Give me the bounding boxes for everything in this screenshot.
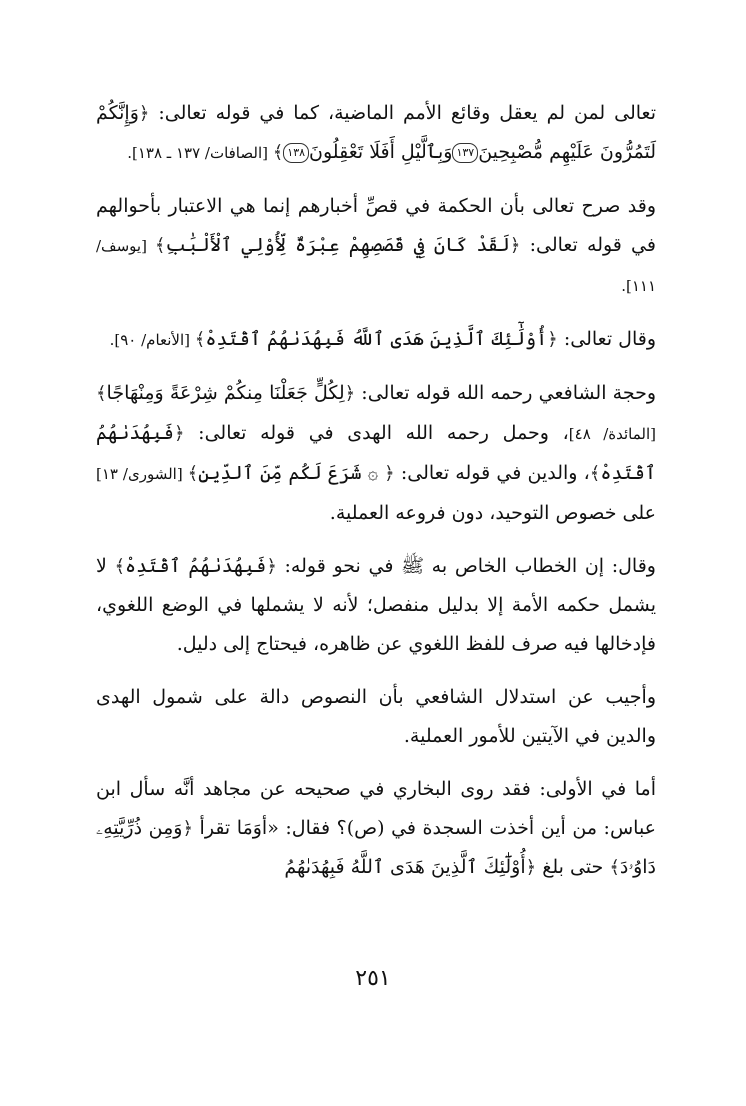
quran-verse: لَقَدْ كَانَ فِي قَصَصِهِمْ عِبْرَةٌ لِّأُوْلِي ٱلْأَلْبَٰبِ — [165, 234, 510, 256]
body-text: تعالى لمن لم يعقل وقائع الأمم الماضية، كما في قوله تعالى: — [149, 102, 656, 124]
verse-reference: [يوسف/ ١١١]. — [96, 237, 656, 295]
paragraph-p4 — [96, 374, 656, 533]
body-text: وأجيب عن استدلال الشافعي بأن النصوص دالة على شمول الهدى والدين في الآيتين للأمور العملية. — [96, 686, 656, 747]
paragraph-p6 — [96, 678, 656, 756]
verse-reference: [الأنعام/ ٩٠]. — [109, 331, 195, 349]
quran-verse: فَبِهُدَىٰهُمُ ٱقْتَدِهْ — [96, 422, 656, 484]
quran-bracket: ﴾ — [114, 556, 126, 577]
quran-bracket: ﴿ — [182, 818, 193, 839]
body-text: حتى بلغ — [536, 856, 610, 878]
quran-bracket: ﴿ ۞ — [367, 463, 395, 484]
quran-bracket: ﴾ — [96, 383, 107, 404]
book-page-body — [96, 94, 656, 901]
quran-bracket: ﴾ — [194, 329, 206, 350]
body-text: وقد صرح تعالى بأن الحكمة في قصِّ أخبارهم إنما هي الاعتبار بأحوالهم في قوله تعالى: — [96, 195, 656, 256]
quran-bracket: ﴿ — [173, 423, 185, 444]
verse-reference: [المائدة/ ٤٨] — [568, 425, 656, 443]
body-text: لا يشمل حكمه الأمة إلا بدليل منفصل؛ لأنه لا يشملها في الوضع اللغوي، فإدخالها فيه صرف للفظ اللغوي عن ظاهره، فيحتاج إلى دليل. — [96, 555, 656, 655]
quran-bracket: ﴿ — [525, 857, 537, 878]
quran-bracket: ﴿ — [509, 235, 521, 256]
quran-verse: وَبِٱلَّيْلِ أَفَلَا تَعْقِلُونَ — [309, 141, 453, 163]
quran-verse: وَمِن ذُرِّيَّتِهِۦ دَاوُۥدَ — [96, 817, 656, 878]
body-text: ، وحمل رحمه الله الهدى في قوله تعالى: — [184, 422, 569, 444]
paragraph-p7 — [96, 770, 656, 887]
quran-verse: لِكُلٍّ جَعَلْنَا مِنكُمْ شِرْعَةً وَمِنْهَاجًا — [106, 382, 345, 404]
body-text: وحجة الشافعي رحمه الله قوله تعالى: — [355, 382, 657, 404]
quran-verse: وَإِنَّكُمْ لَتَمُرُّونَ عَلَيْهِم مُّصْبِحِينَ — [96, 102, 656, 163]
quran-bracket: ﴿ — [138, 103, 150, 124]
body-text: أما في الأولى: فقد روى البخاري في صحيحه عن مجاهد أنَّه سأل ابن عباس: من أين أخذت السجدة في (ص)؟ فقال: «أوَمَا تقرأ — [96, 778, 657, 839]
quran-verse: أُوْلَٰٓئِكَ ٱلَّذِينَ هَدَى ٱللَّهُ فَبِهُدَىٰهُمُ ٱقْتَدِهْ — [205, 328, 548, 350]
quran-bracket: ﴿ — [266, 556, 277, 577]
quran-bracket: ﴾ — [272, 142, 284, 163]
paragraph-p5 — [96, 547, 656, 664]
quran-bracket: ﴿ — [344, 383, 356, 404]
quran-verse: شَرَعَ لَكُم مِّنَ ٱلدِّينِ — [198, 462, 368, 484]
page-number: ٢٥١ — [355, 966, 391, 991]
verse-reference: [الصافات/ ١٣٧ ـ ١٣٨]. — [127, 144, 273, 162]
paragraph-p2 — [96, 187, 656, 306]
paragraph-p1 — [96, 94, 656, 173]
verse-number: ١٣٨ — [283, 143, 309, 163]
quran-bracket: ﴾ — [609, 857, 620, 878]
quran-bracket: ﴿ — [547, 329, 558, 350]
verse-number: ١٣٧ — [452, 143, 478, 163]
body-text: وقال تعالى: — [557, 328, 656, 350]
verse-reference: [الشورى/ ١٣] — [96, 465, 188, 483]
quran-bracket: ﴾ — [589, 463, 601, 484]
body-text: على خصوص التوحيد، دون فروعه العملية. — [329, 502, 656, 524]
body-text: ، والدين في قوله تعالى: — [394, 462, 590, 484]
quran-bracket: ﴾ — [187, 463, 199, 484]
quran-verse: فَبِهُدَىٰهُمُ ٱقْتَدِهْ — [125, 555, 267, 577]
quran-verse: أُوْلَٰٓئِكَ ٱلَّذِينَ هَدَى ٱللَّهُ فَبِهُدَىٰهُمُ — [284, 856, 526, 878]
quran-bracket: ﴾ — [154, 235, 166, 256]
body-text: وقال: إن الخطاب الخاص به ﷺ في نحو قوله: — [276, 555, 656, 577]
paragraph-p3 — [96, 320, 656, 360]
